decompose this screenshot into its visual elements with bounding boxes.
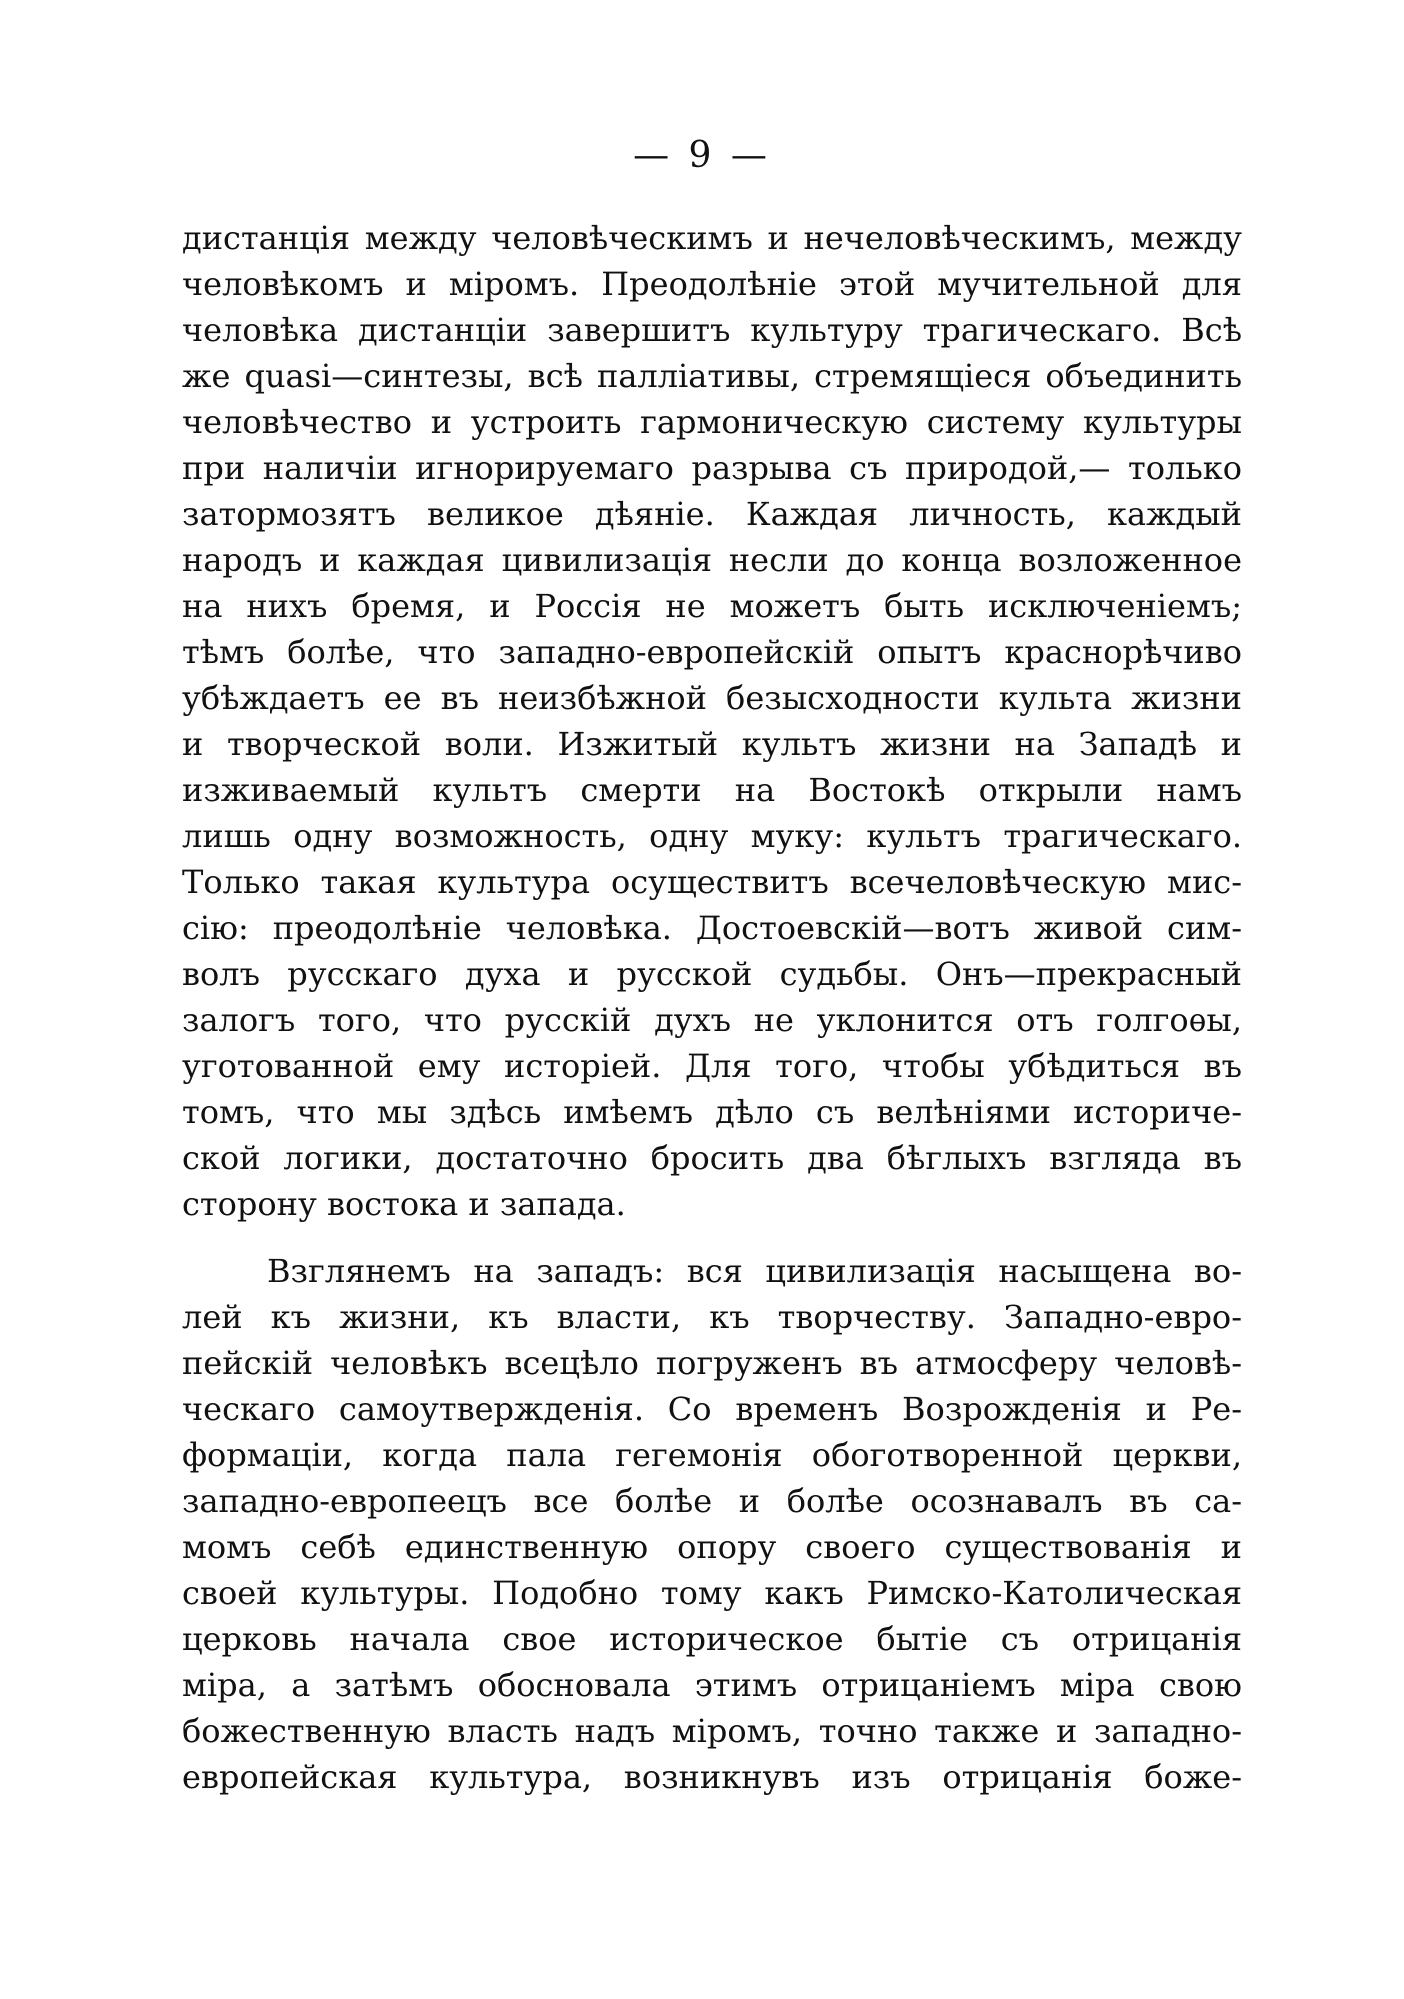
text-line: міра, а затѣмъ обосновала этимъ отрицаніемъ міра свою xyxy=(182,1666,1242,1704)
text-line: ческаго самоутвержденія. Со временъ Возрожденія и Ре- xyxy=(182,1390,1242,1428)
text-line: Взглянемъ на западъ: вся цивилизація насыщена во- xyxy=(267,1252,1242,1290)
text-line: народъ и каждая цивилизація несли до конца возложенное xyxy=(182,541,1242,579)
text-line: человѣчество и устроить гармоническую систему культуры xyxy=(182,403,1242,441)
text-line: европейская культура, возникнувъ изъ отрицанія боже- xyxy=(182,1758,1242,1796)
text-line: сію: преодолѣніе человѣка. Достоевскій—вотъ живой сим- xyxy=(182,909,1242,947)
text-line: человѣкомъ и міромъ. Преодолѣніе этой мучительной для xyxy=(182,265,1242,303)
text-line: момъ себѣ единственную опору своего существованія и xyxy=(182,1528,1242,1566)
text-line: же quasi—синтезы, всѣ палліативы, стремящіеся объединить xyxy=(182,357,1242,395)
text-line: убѣждаетъ ее въ неизбѣжной безысходности культа жизни xyxy=(182,679,1242,717)
text-line: лей къ жизни, къ власти, къ творчеству. Западно-евро- xyxy=(182,1298,1242,1336)
paragraph-2 xyxy=(182,1248,1242,1800)
text-line: лишь одну возможность, одну муку: культъ трагическаго. xyxy=(182,817,1242,855)
text-line: пейскій человѣкъ всецѣло погруженъ въ атмосферу человѣ- xyxy=(182,1344,1242,1382)
text-line: изживаемый культъ смерти на Востокѣ открыли намъ xyxy=(182,771,1242,809)
text-line: западно-европеецъ все болѣе и болѣе осознавалъ въ са- xyxy=(182,1482,1242,1520)
text-line: ской логики, достаточно бросить два бѣглыхъ взгляда въ xyxy=(182,1139,1242,1177)
text-line: при наличіи игнорируемаго разрыва съ природой,— только xyxy=(182,449,1242,487)
text-line: тѣмъ болѣе, что западно-европейскій опытъ краснорѣчиво xyxy=(182,633,1242,671)
text-line: затормозятъ великое дѣяніе. Каждая личность, каждый xyxy=(182,495,1242,533)
text-line: уготованной ему исторіей. Для того, чтобы убѣдиться въ xyxy=(182,1047,1242,1085)
page-number: — 9 — xyxy=(633,135,771,176)
text-line: Только такая культура осуществитъ всечеловѣческую мис- xyxy=(182,863,1242,901)
text-line: и творческой воли. Изжитый культъ жизни на Западѣ и xyxy=(182,725,1242,763)
text-line: томъ, что мы здѣсь имѣемъ дѣло съ велѣніями историче- xyxy=(182,1093,1242,1131)
text-line: волъ русскаго духа и русской судьбы. Онъ—прекрасный xyxy=(182,955,1242,993)
text-line: сторону востока и запада. xyxy=(182,1185,626,1223)
text-line: на нихъ бремя, и Россія не можетъ быть исключеніемъ; xyxy=(182,587,1242,625)
text-line: залогъ того, что русскій духъ не уклонится отъ голгоѳы, xyxy=(182,1001,1242,1039)
paragraph-1 xyxy=(182,215,1242,1227)
text-line: человѣка дистанціи завершитъ культуру трагическаго. Всѣ xyxy=(182,311,1242,349)
text-line: божественную власть надъ міромъ, точно также и западно- xyxy=(182,1712,1242,1750)
text-line: формаціи, когда пала гегемонія обоготворенной церкви, xyxy=(182,1436,1242,1474)
text-line: дистанція между человѣческимъ и нечеловѣческимъ, между xyxy=(182,219,1242,257)
text-line: своей культуры. Подобно тому какъ Римско-Католическая xyxy=(182,1574,1242,1612)
text-line: церковь начала свое историческое бытіе съ отрицанія xyxy=(182,1620,1242,1658)
